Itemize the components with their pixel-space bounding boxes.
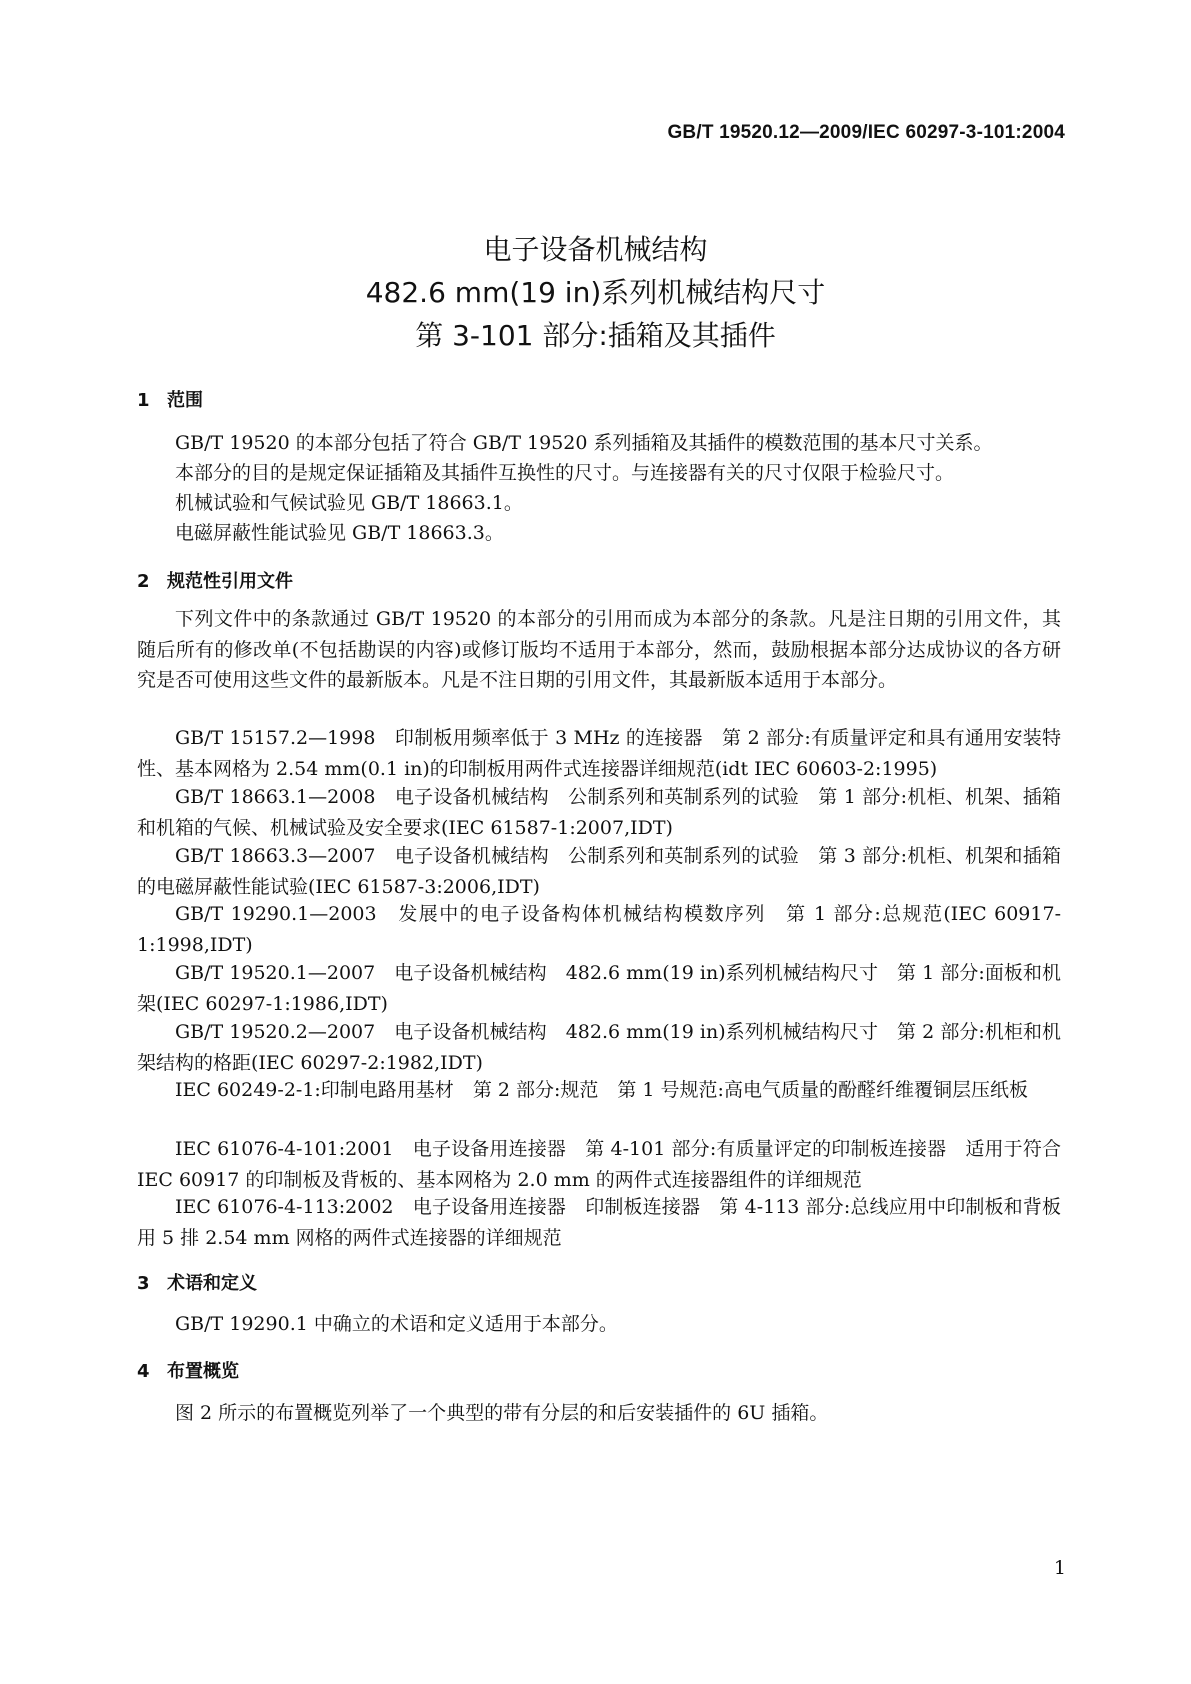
reference-item: GB/T 15157.2—1998 印制板用频率低于 3 MHz 的连接器 第 2 部分:有质量评定和具有通用安装特性、基本网格为 2.54 mm(0.1 in)的印制板用两件式连接器详细规范(idt IEC 60603-2:1995): [137, 727, 1061, 780]
reference-item: GB/T 19520.1—2007 电子设备机械结构 482.6 mm(19 in)系列机械结构尺寸 第 1 部分:面板和机架(IEC 60297-1:1986,IDT): [137, 962, 1061, 1015]
title-line-2: 482.6 mm(19 in)系列机械结构尺寸: [365, 276, 826, 309]
document-title: [0, 228, 1191, 357]
section-3-heading: [137, 1269, 257, 1295]
section-4-paragraph: 图 2 所示的布置概览列举了一个典型的带有分层的和后安装插件的 6U 插箱。: [175, 1402, 829, 1424]
page-number: 1: [1053, 1557, 1066, 1579]
section-3-title: 术语和定义: [167, 1273, 257, 1294]
standard-code-header: GB/T 19520.12—2009/IEC 60297-3-101:2004: [667, 122, 1065, 143]
section-1-paragraph-1: GB/T 19520 的本部分包括了符合 GB/T 19520 系列插箱及其插件的模数范围的基本尺寸关系。: [175, 432, 993, 454]
section-1-number: 1: [137, 390, 150, 411]
section-1-heading: [137, 386, 203, 412]
reference-item: GB/T 18663.1—2008 电子设备机械结构 公制系列和英制系列的试验 第 1 部分:机柜、机架、插箱和机箱的气候、机械试验及安全要求(IEC 61587-1:2007,IDT): [137, 786, 1061, 839]
section-4-heading: [137, 1357, 239, 1383]
reference-item: GB/T 18663.3—2007 电子设备机械结构 公制系列和英制系列的试验 第 3 部分:机柜、机架和插箱的电磁屏蔽性能试验(IEC 61587-3:2006,IDT): [137, 845, 1061, 898]
reference-item: GB/T 19290.1—2003 发展中的电子设备构体机械结构模数序列 第 1 部分:总规范(IEC 60917-1:1998,IDT): [137, 903, 1061, 956]
section-2-number: 2: [137, 571, 150, 592]
section-4-number: 4: [137, 1361, 150, 1382]
title-line-1: 电子设备机械结构: [483, 233, 708, 266]
section-2-title: 规范性引用文件: [167, 571, 293, 592]
section-3-paragraph: GB/T 19290.1 中确立的术语和定义适用于本部分。: [175, 1313, 618, 1335]
section-1-title: 范围: [167, 390, 203, 411]
section-3-number: 3: [137, 1273, 150, 1294]
section-1-paragraph-4: 电磁屏蔽性能试验见 GB/T 18663.3。: [175, 522, 504, 544]
reference-item: GB/T 19520.2—2007 电子设备机械结构 482.6 mm(19 in)系列机械结构尺寸 第 2 部分:机柜和机架结构的格距(IEC 60297-2:1982,IDT): [137, 1021, 1061, 1074]
reference-item: IEC 61076-4-113:2002 电子设备用连接器 印制板连接器 第 4-113 部分:总线应用中印制板和背板用 5 排 2.54 mm 网格的两件式连接器的详细规范: [137, 1196, 1061, 1249]
section-1-paragraph-3: 机械试验和气候试验见 GB/T 18663.1。: [175, 492, 523, 514]
section-1-paragraph-2: 本部分的目的是规定保证插箱及其插件互换性的尺寸。与连接器有关的尺寸仅限于检验尺寸。: [175, 462, 955, 484]
reference-item: IEC 61076-4-101:2001 电子设备用连接器 第 4-101 部分:有质量评定的印制板连接器 适用于符合 IEC 60917 的印制板及背板的、基本网格为 2.0 mm 的两件式连接器组件的详细规范: [137, 1138, 1061, 1191]
section-2-heading: [137, 567, 293, 593]
title-line-3: 第 3-101 部分:插箱及其插件: [415, 319, 776, 352]
section-4-title: 布置概览: [167, 1361, 239, 1382]
section-2-intro: 下列文件中的条款通过 GB/T 19520 的本部分的引用而成为本部分的条款。凡是注日期的引用文件，其随后所有的修改单(不包括勘误的内容)或修订版均不适用于本部分，然而，鼓励根据本部分达成协议的各方研究是否可使用这些文件的最新版本。凡是不注日期的引用文件，其最新版本适用于本部分。: [137, 608, 1061, 692]
reference-item: IEC 60249-2-1:印制电路用基材 第 2 部分:规范 第 1 号规范:高电气质量的酚醛纤维覆铜层压纸板: [175, 1079, 1028, 1101]
